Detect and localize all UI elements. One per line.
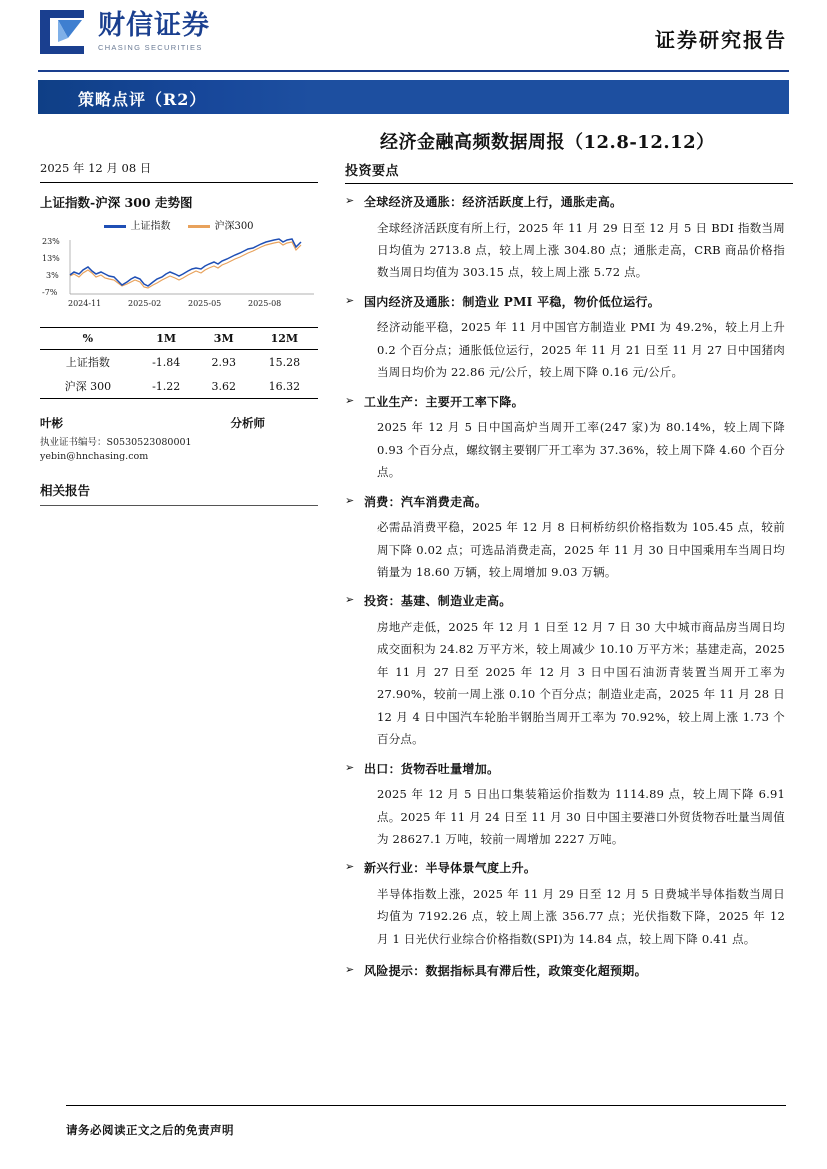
bullet-item bbox=[345, 493, 793, 584]
bullet-body: 房地产走低，2025 年 12 月 1 日至 12 月 7 日 30 大中城市商品房当周日均成交面积为 24.82 万平方米，较上周减少 10.10 万平方米；基建走高，2025 年 11 月 27 日至 2025 年 12 月 3 日中国石油沥青装置当周开工率为 27.90%，较前一周上涨 0.10 个百分点；制造业走高，2025 年 11 月 28 日 12 月 4 日中国汽车轮胎半钢胎当周开工率为 70.92%，较上周上涨 1.73 个百分点。 bbox=[377, 620, 785, 747]
xtick-1: 2025-02 bbox=[128, 299, 162, 308]
bullet-item bbox=[345, 760, 793, 851]
bullet-heading: 投资：基建、制造业走高。 bbox=[364, 594, 512, 609]
col-3m: 3M bbox=[197, 328, 251, 350]
bullet-arrow-icon: ➢ bbox=[345, 593, 355, 607]
sidebar-divider-2 bbox=[40, 505, 318, 506]
footer-disclaimer: 请务必阅读正文之后的免责声明 bbox=[66, 1123, 234, 1137]
bullet-item bbox=[345, 962, 793, 981]
analyst-email[interactable]: yebin@hnchasing.com bbox=[40, 451, 149, 463]
brand-name-cn: 财信证券 bbox=[98, 10, 210, 42]
bullet-item bbox=[345, 859, 793, 950]
bullet-heading: 消费：汽车消费走高。 bbox=[364, 494, 488, 509]
bullet-item bbox=[345, 592, 793, 750]
row-label: 沪深 300 bbox=[40, 374, 136, 399]
cell-12m: 16.32 bbox=[251, 374, 318, 399]
bullet-heading: 国内经济及通胀：制造业 PMI 平稳，物价低位运行。 bbox=[364, 294, 661, 309]
performance-table bbox=[40, 327, 318, 399]
ytick-0: 23% bbox=[42, 237, 60, 246]
bullet-arrow-icon: ➢ bbox=[345, 393, 355, 407]
col-12m: 12M bbox=[251, 328, 318, 350]
main-content bbox=[345, 160, 793, 981]
table-row bbox=[40, 374, 318, 399]
section-divider bbox=[345, 183, 793, 184]
bullet-heading: 新兴行业：半导体景气度上升。 bbox=[364, 861, 537, 876]
col-metric: % bbox=[40, 328, 136, 350]
logo-mark-icon bbox=[38, 8, 88, 56]
bullet-body: 全球经济活跃度有所上行，2025 年 11 月 29 日至 12 月 5 日 BDI 指数当周日均值为 2713.8 点，较上周上涨 304.80 点；通胀走高，CRB 商品价格指数当周日均值为 303.15 点，较上周上涨 5.72 点。 bbox=[377, 220, 785, 280]
col-1m: 1M bbox=[136, 328, 197, 350]
analyst-role: 分析师 bbox=[230, 416, 265, 430]
report-type-label: 证券研究报告 bbox=[655, 28, 787, 52]
cell-1m: -1.22 bbox=[136, 374, 197, 399]
bullet-body: 半导体指数上涨，2025 年 11 月 29 日至 12 月 5 日费城半导体指数当周日均值为 7192.26 点，较上周上涨 356.77 点；光伏指数下降，2025 年 12 月 1 日光伏行业综合价格指数(SPI)为 14.84 点，较上周下降 0.41 点。 bbox=[377, 887, 785, 946]
brand-name-en: CHASING SECURITIES bbox=[98, 43, 203, 53]
footer-divider bbox=[66, 1105, 786, 1106]
cell-1m: -1.84 bbox=[152, 355, 181, 369]
chart-title: 上证指数-沪深 300 走势图 bbox=[40, 195, 193, 210]
bullet-arrow-icon: ➢ bbox=[345, 493, 355, 507]
publish-date: 2025 年 12 月 08 日 bbox=[40, 161, 152, 175]
ytick-2: 3% bbox=[46, 271, 59, 280]
left-sidebar bbox=[40, 160, 320, 516]
page-header bbox=[0, 0, 827, 72]
bullet-item bbox=[345, 293, 793, 384]
report-category-label: 策略点评（R2） bbox=[78, 90, 207, 109]
bullet-body: 经济动能平稳，2025 年 11 月中国官方制造业 PMI 为 49.2%，较上月上升 0.2 个百分点；通胀低位运行，2025 年 11 月 21 日至 11 月 27 日中国猪肉当周日均价为 22.86 元/公斤，较上周下降 0.16 元/公斤。 bbox=[377, 320, 785, 380]
cell-3m: 2.93 bbox=[211, 355, 236, 369]
bullet-heading: 出口：货物吞吐量增加。 bbox=[364, 761, 500, 776]
bullet-arrow-icon: ➢ bbox=[345, 194, 355, 207]
ytick-3: -7% bbox=[42, 288, 58, 297]
xtick-0: 2024-11 bbox=[68, 299, 102, 308]
legend-item-shangzheng: 上证指数 bbox=[104, 217, 170, 232]
bullet-arrow-icon: ➢ bbox=[345, 293, 355, 307]
bullet-arrow-icon: ➢ bbox=[345, 860, 355, 874]
cell-12m: 15.28 bbox=[268, 355, 301, 369]
xtick-3: 2025-08 bbox=[248, 299, 282, 308]
table-row bbox=[40, 350, 318, 375]
analyst-license: 执业证书编号：S0530523080001 bbox=[40, 437, 192, 448]
bullet-heading: 全球经济及通胀：经济活跃度上行，通胀走高。 bbox=[364, 195, 623, 209]
bullet-arrow-icon: ➢ bbox=[345, 760, 355, 774]
ytick-1: 13% bbox=[42, 254, 60, 263]
related-reports-title: 相关报告 bbox=[40, 482, 91, 498]
bullet-item bbox=[345, 193, 793, 284]
sidebar-divider-1 bbox=[40, 182, 318, 183]
analyst-name: 叶彬 bbox=[40, 416, 63, 430]
page-title: 经济金融高频数据周报（12.8-12.12） bbox=[380, 132, 715, 153]
row-label: 上证指数 bbox=[65, 356, 110, 369]
bullet-body: 2025 年 12 月 5 日出口集装箱运价指数为 1114.89 点，较上周下降 6.91 点。2025 年 11 月 24 日至 11 月 30 日中国主要港口外贸货物吞吐量当周值为 28627.1 万吨，较前一周增加 2227 万吨。 bbox=[377, 787, 785, 846]
analyst-block bbox=[40, 415, 320, 465]
xtick-2: 2025-05 bbox=[188, 299, 222, 308]
header-divider bbox=[38, 70, 789, 72]
index-trend-chart bbox=[40, 217, 318, 317]
bullet-body: 2025 年 12 月 5 日中国高炉当周开工率(247 家)为 80.14%，较上周下降 0.93 个百分点，螺纹钢主要钢厂开工率为 37.36%，较上周下降 4.60 个百分点。 bbox=[377, 420, 785, 480]
bullet-heading: 工业生产：主要开工率下降。 bbox=[364, 394, 524, 409]
bullet-heading: 风险提示：数据指标具有滞后性，政策变化超预期。 bbox=[364, 964, 647, 979]
bullet-body: 必需品消费平稳，2025 年 12 月 8 日柯桥纺织价格指数为 105.45 点，较前周下降 0.02 点；可选品消费走高，2025 年 11 月 30 日中国乘用车当周日均销量为 18.60 万辆，较上周增加 9.03 万辆。 bbox=[377, 520, 785, 580]
bullet-arrow-icon: ➢ bbox=[345, 963, 355, 977]
legend-item-hushen: 沪深300 bbox=[188, 217, 253, 232]
table-header-row bbox=[40, 328, 318, 350]
cell-3m: 3.62 bbox=[197, 374, 251, 399]
chart-canvas bbox=[40, 234, 318, 312]
bullet-item bbox=[345, 393, 793, 484]
chart-legend bbox=[40, 217, 318, 232]
brand-logo bbox=[38, 8, 210, 56]
section-title: 投资要点 bbox=[345, 164, 400, 179]
